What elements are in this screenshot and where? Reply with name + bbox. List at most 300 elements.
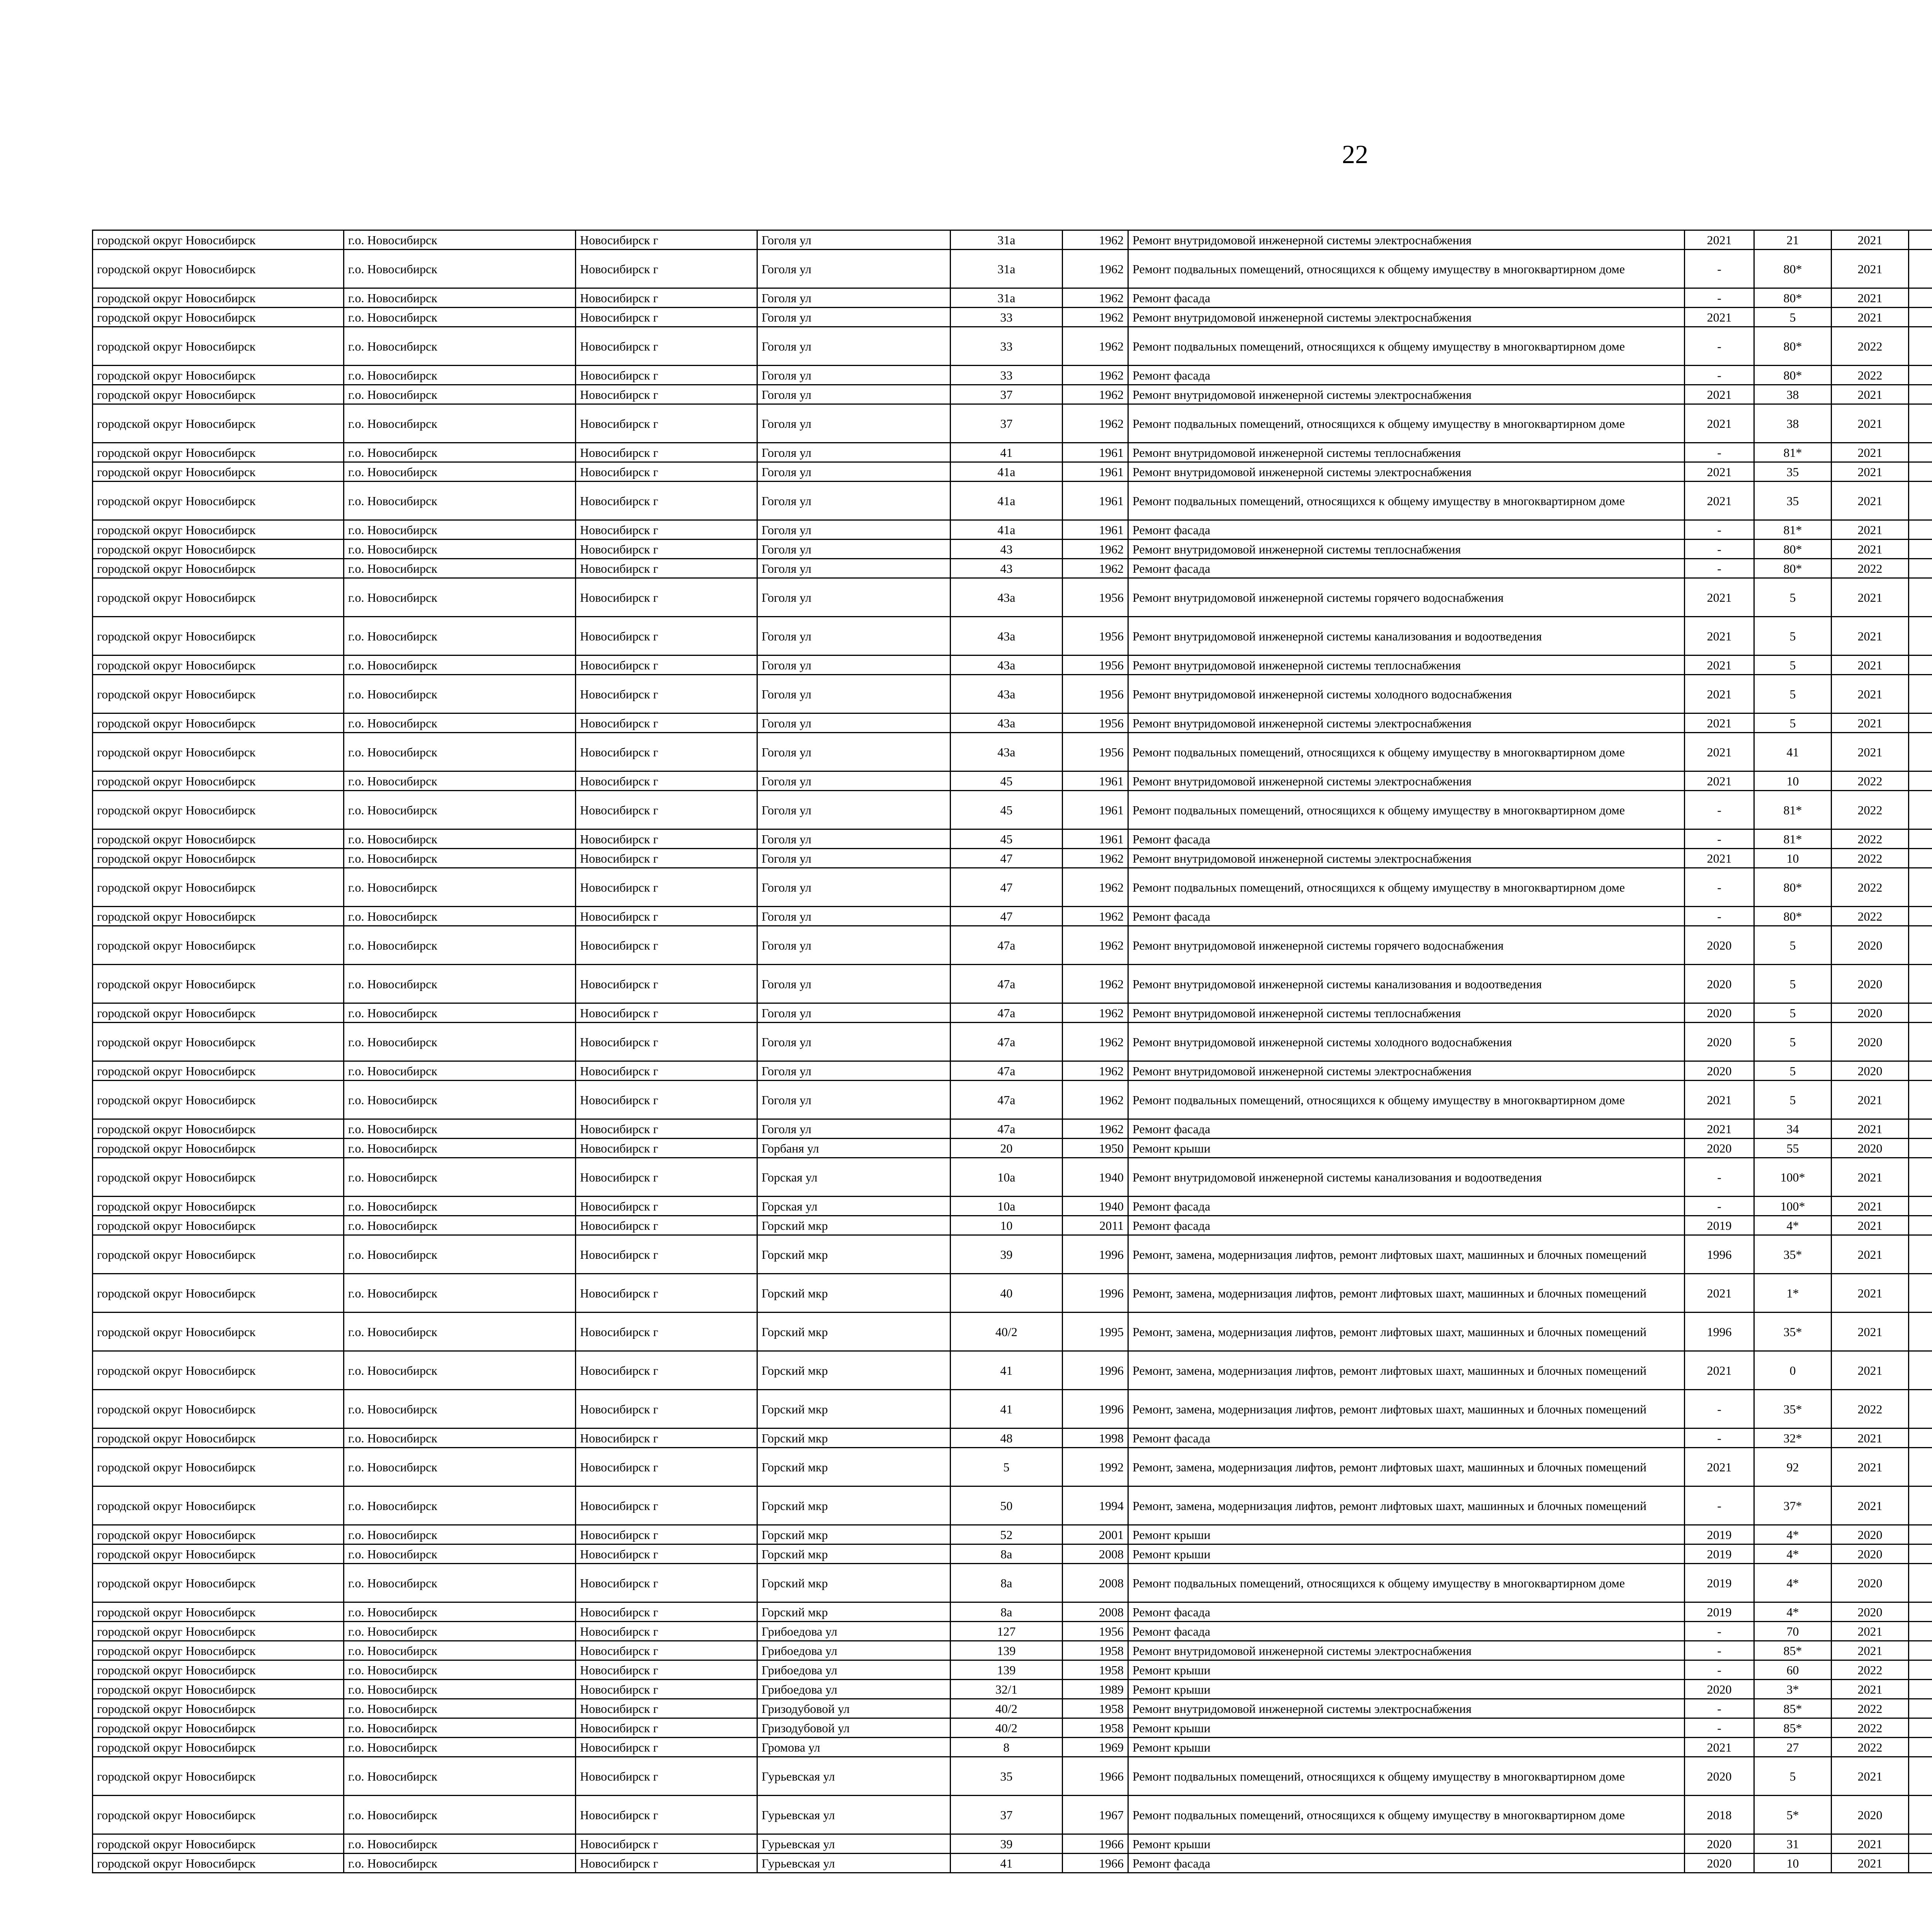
locality-cell: Новосибирск г <box>576 907 757 926</box>
house-number-cell: 43 <box>951 559 1063 578</box>
municipality-cell: городской округ Новосибирск <box>93 771 344 791</box>
settlement-cell: г.о. Новосибирск <box>344 404 576 443</box>
street-cell: Горский мкр <box>757 1351 951 1390</box>
municipality-cell: городской округ Новосибирск <box>93 1622 344 1641</box>
work-type-cell: Ремонт внутридомовой инженерной системы электроснабжения <box>1128 849 1685 868</box>
municipality-cell: городской округ Новосибирск <box>93 1139 344 1158</box>
plan-end-year-cell <box>1909 675 1932 713</box>
last-repair-year-cell: 2019 <box>1685 1216 1754 1235</box>
settlement-cell: г.о. Новосибирск <box>344 1139 576 1158</box>
street-cell: Горский мкр <box>757 1525 951 1544</box>
street-cell: Гоголя ул <box>757 404 951 443</box>
locality-cell: Новосибирск г <box>576 1448 757 1486</box>
street-cell: Гоголя ул <box>757 462 951 482</box>
locality-cell: Новосибирск г <box>576 675 757 713</box>
table-row <box>93 250 1932 288</box>
street-cell: Гоголя ул <box>757 559 951 578</box>
last-repair-year-cell: 2020 <box>1685 1680 1754 1699</box>
house-number-cell: 50 <box>951 1486 1063 1525</box>
house-number-cell: 32/1 <box>951 1680 1063 1699</box>
plan-start-year-cell: 2022 <box>1832 849 1909 868</box>
plan-start-year-cell: 2022 <box>1832 771 1909 791</box>
locality-cell: Новосибирск г <box>576 366 757 385</box>
plan-end-year-cell <box>1909 1081 1932 1119</box>
street-cell: Горская ул <box>757 1197 951 1216</box>
plan-start-year-cell: 2021 <box>1832 1235 1909 1274</box>
plan-end-year-cell <box>1909 1216 1932 1235</box>
plan-end-year-cell <box>1909 1699 1932 1718</box>
wear-percent-cell: 81* <box>1754 791 1832 829</box>
last-repair-year-cell: 2021 <box>1685 675 1754 713</box>
plan-end-year-cell <box>1909 1680 1932 1699</box>
last-repair-year-cell: 2021 <box>1685 617 1754 655</box>
table-row <box>93 1061 1932 1081</box>
last-repair-year-cell: - <box>1685 1660 1754 1680</box>
street-cell: Горский мкр <box>757 1313 951 1351</box>
street-cell: Гоголя ул <box>757 868 951 907</box>
street-cell: Горский мкр <box>757 1602 951 1622</box>
settlement-cell: г.о. Новосибирск <box>344 1564 576 1602</box>
plan-end-year-cell <box>1909 1003 1932 1023</box>
house-number-cell: 41 <box>951 1390 1063 1428</box>
last-repair-year-cell: 2021 <box>1685 1081 1754 1119</box>
work-type-cell: Ремонт внутридомовой инженерной системы электроснабжения <box>1128 462 1685 482</box>
table-row <box>93 1274 1932 1313</box>
build-year-cell: 1967 <box>1063 1796 1128 1834</box>
house-number-cell: 47а <box>951 1061 1063 1081</box>
build-year-cell: 1961 <box>1063 771 1128 791</box>
work-type-cell: Ремонт внутридомовой инженерной системы электроснабжения <box>1128 308 1685 327</box>
wear-percent-cell: 85* <box>1754 1641 1832 1660</box>
plan-end-year-cell <box>1909 1660 1932 1680</box>
work-type-cell: Ремонт крыши <box>1128 1718 1685 1738</box>
build-year-cell: 1956 <box>1063 1622 1128 1641</box>
settlement-cell: г.о. Новосибирск <box>344 288 576 308</box>
build-year-cell: 1958 <box>1063 1660 1128 1680</box>
build-year-cell: 1966 <box>1063 1757 1128 1796</box>
build-year-cell: 1962 <box>1063 868 1128 907</box>
wear-percent-cell: 5 <box>1754 713 1832 733</box>
wear-percent-cell: 4* <box>1754 1564 1832 1602</box>
plan-start-year-cell: 2020 <box>1832 1139 1909 1158</box>
locality-cell: Новосибирск г <box>576 308 757 327</box>
street-cell: Гоголя ул <box>757 520 951 540</box>
plan-end-year-cell <box>1909 308 1932 327</box>
wear-percent-cell: 80* <box>1754 366 1832 385</box>
build-year-cell: 1966 <box>1063 1834 1128 1854</box>
wear-percent-cell: 80* <box>1754 907 1832 926</box>
house-number-cell: 41 <box>951 1854 1063 1873</box>
house-number-cell: 41а <box>951 482 1063 520</box>
settlement-cell: г.о. Новосибирск <box>344 1390 576 1428</box>
table-row <box>93 1525 1932 1544</box>
capital-repair-table <box>92 230 1932 1873</box>
table-row <box>93 1448 1932 1486</box>
settlement-cell: г.о. Новосибирск <box>344 1003 576 1023</box>
house-number-cell: 48 <box>951 1428 1063 1448</box>
street-cell: Горский мкр <box>757 1235 951 1274</box>
wear-percent-cell: 5 <box>1754 1061 1832 1081</box>
table-row <box>93 540 1932 559</box>
plan-start-year-cell: 2022 <box>1832 868 1909 907</box>
build-year-cell: 1962 <box>1063 1023 1128 1061</box>
work-type-cell: Ремонт, замена, модернизация лифтов, ремонт лифтовых шахт, машинных и блочных помещений <box>1128 1390 1685 1428</box>
wear-percent-cell: 35 <box>1754 462 1832 482</box>
plan-start-year-cell: 2021 <box>1832 385 1909 404</box>
house-number-cell: 5 <box>951 1448 1063 1486</box>
wear-percent-cell: 5 <box>1754 1023 1832 1061</box>
plan-start-year-cell: 2022 <box>1832 1390 1909 1428</box>
build-year-cell: 2008 <box>1063 1544 1128 1564</box>
wear-percent-cell: 21 <box>1754 230 1832 250</box>
build-year-cell: 1962 <box>1063 366 1128 385</box>
settlement-cell: г.о. Новосибирск <box>344 1544 576 1564</box>
plan-start-year-cell: 2021 <box>1832 520 1909 540</box>
table-row <box>93 926 1932 965</box>
table-row <box>93 404 1932 443</box>
plan-start-year-cell: 2021 <box>1832 1641 1909 1660</box>
house-number-cell: 31а <box>951 250 1063 288</box>
settlement-cell: г.о. Новосибирск <box>344 868 576 907</box>
locality-cell: Новосибирск г <box>576 1023 757 1061</box>
build-year-cell: 1962 <box>1063 230 1128 250</box>
last-repair-year-cell: - <box>1685 443 1754 462</box>
table-row <box>93 1119 1932 1139</box>
wear-percent-cell: 0 <box>1754 1351 1832 1390</box>
wear-percent-cell: 35* <box>1754 1235 1832 1274</box>
municipality-cell: городской округ Новосибирск <box>93 868 344 907</box>
settlement-cell: г.о. Новосибирск <box>344 366 576 385</box>
street-cell: Гоголя ул <box>757 1081 951 1119</box>
settlement-cell: г.о. Новосибирск <box>344 327 576 366</box>
build-year-cell: 1958 <box>1063 1718 1128 1738</box>
settlement-cell: г.о. Новосибирск <box>344 1641 576 1660</box>
plan-start-year-cell: 2020 <box>1832 1564 1909 1602</box>
work-type-cell: Ремонт, замена, модернизация лифтов, ремонт лифтовых шахт, машинных и блочных помещений <box>1128 1313 1685 1351</box>
street-cell: Горский мкр <box>757 1564 951 1602</box>
work-type-cell: Ремонт подвальных помещений, относящихся к общему имуществу в многоквартирном доме <box>1128 1796 1685 1834</box>
wear-percent-cell: 80* <box>1754 288 1832 308</box>
street-cell: Гоголя ул <box>757 965 951 1003</box>
table-row <box>93 559 1932 578</box>
work-type-cell: Ремонт внутридомовой инженерной системы горячего водоснабжения <box>1128 926 1685 965</box>
build-year-cell: 1956 <box>1063 578 1128 617</box>
house-number-cell: 45 <box>951 829 1063 849</box>
street-cell: Гризодубовой ул <box>757 1699 951 1718</box>
last-repair-year-cell: - <box>1685 791 1754 829</box>
settlement-cell: г.о. Новосибирск <box>344 1796 576 1834</box>
table-row <box>93 1641 1932 1660</box>
locality-cell: Новосибирск г <box>576 404 757 443</box>
plan-start-year-cell: 2021 <box>1832 713 1909 733</box>
house-number-cell: 33 <box>951 327 1063 366</box>
street-cell: Гоголя ул <box>757 578 951 617</box>
municipality-cell: городской округ Новосибирск <box>93 713 344 733</box>
house-number-cell: 139 <box>951 1641 1063 1660</box>
plan-end-year-cell <box>1909 1235 1932 1274</box>
build-year-cell: 2001 <box>1063 1525 1128 1544</box>
street-cell: Гризодубовой ул <box>757 1718 951 1738</box>
last-repair-year-cell: - <box>1685 1718 1754 1738</box>
settlement-cell: г.о. Новосибирск <box>344 230 576 250</box>
locality-cell: Новосибирск г <box>576 540 757 559</box>
street-cell: Гурьевская ул <box>757 1854 951 1873</box>
last-repair-year-cell: - <box>1685 907 1754 926</box>
municipality-cell: городской округ Новосибирск <box>93 1757 344 1796</box>
work-type-cell: Ремонт подвальных помещений, относящихся к общему имуществу в многоквартирном доме <box>1128 868 1685 907</box>
plan-end-year-cell <box>1909 1119 1932 1139</box>
house-number-cell: 43а <box>951 578 1063 617</box>
street-cell: Горский мкр <box>757 1274 951 1313</box>
municipality-cell: городской округ Новосибирск <box>93 327 344 366</box>
wear-percent-cell: 5 <box>1754 655 1832 675</box>
wear-percent-cell: 81* <box>1754 520 1832 540</box>
house-number-cell: 10 <box>951 1216 1063 1235</box>
locality-cell: Новосибирск г <box>576 520 757 540</box>
plan-end-year-cell <box>1909 926 1932 965</box>
street-cell: Гоголя ул <box>757 308 951 327</box>
table-row <box>93 443 1932 462</box>
wear-percent-cell: 85* <box>1754 1699 1832 1718</box>
build-year-cell: 1996 <box>1063 1274 1128 1313</box>
work-type-cell: Ремонт, замена, модернизация лифтов, ремонт лифтовых шахт, машинных и блочных помещений <box>1128 1235 1685 1274</box>
locality-cell: Новосибирск г <box>576 1699 757 1718</box>
table-row <box>93 1738 1932 1757</box>
locality-cell: Новосибирск г <box>576 443 757 462</box>
settlement-cell: г.о. Новосибирск <box>344 1119 576 1139</box>
settlement-cell: г.о. Новосибирск <box>344 540 576 559</box>
plan-start-year-cell: 2021 <box>1832 443 1909 462</box>
locality-cell: Новосибирск г <box>576 1564 757 1602</box>
last-repair-year-cell: 2021 <box>1685 655 1754 675</box>
municipality-cell: городской округ Новосибирск <box>93 733 344 771</box>
plan-start-year-cell: 2022 <box>1832 1738 1909 1757</box>
plan-start-year-cell: 2021 <box>1832 1680 1909 1699</box>
work-type-cell: Ремонт, замена, модернизация лифтов, ремонт лифтовых шахт, машинных и блочных помещений <box>1128 1351 1685 1390</box>
locality-cell: Новосибирск г <box>576 1351 757 1390</box>
municipality-cell: городской округ Новосибирск <box>93 1602 344 1622</box>
house-number-cell: 43а <box>951 617 1063 655</box>
last-repair-year-cell: 2021 <box>1685 771 1754 791</box>
wear-percent-cell: 5 <box>1754 675 1832 713</box>
table-row <box>93 1680 1932 1699</box>
settlement-cell: г.о. Новосибирск <box>344 849 576 868</box>
house-number-cell: 31а <box>951 230 1063 250</box>
plan-end-year-cell <box>1909 1854 1932 1873</box>
plan-start-year-cell: 2022 <box>1832 829 1909 849</box>
plan-end-year-cell <box>1909 733 1932 771</box>
plan-end-year-cell <box>1909 462 1932 482</box>
work-type-cell: Ремонт внутридомовой инженерной системы холодного водоснабжения <box>1128 675 1685 713</box>
settlement-cell: г.о. Новосибирск <box>344 308 576 327</box>
last-repair-year-cell: 2020 <box>1685 926 1754 965</box>
wear-percent-cell: 81* <box>1754 443 1832 462</box>
build-year-cell: 1962 <box>1063 250 1128 288</box>
build-year-cell: 1962 <box>1063 1119 1128 1139</box>
wear-percent-cell: 80* <box>1754 559 1832 578</box>
plan-end-year-cell <box>1909 1796 1932 1834</box>
build-year-cell: 1962 <box>1063 288 1128 308</box>
street-cell: Гоголя ул <box>757 675 951 713</box>
plan-start-year-cell: 2021 <box>1832 1216 1909 1235</box>
table-row <box>93 849 1932 868</box>
street-cell: Гоголя ул <box>757 327 951 366</box>
plan-start-year-cell: 2021 <box>1832 1622 1909 1641</box>
street-cell: Горский мкр <box>757 1390 951 1428</box>
work-type-cell: Ремонт крыши <box>1128 1834 1685 1854</box>
table-row <box>93 771 1932 791</box>
municipality-cell: городской округ Новосибирск <box>93 482 344 520</box>
table-row <box>93 829 1932 849</box>
settlement-cell: г.о. Новосибирск <box>344 1428 576 1448</box>
last-repair-year-cell: 2020 <box>1685 1854 1754 1873</box>
plan-end-year-cell <box>1909 1718 1932 1738</box>
house-number-cell: 41а <box>951 462 1063 482</box>
table-row <box>93 1158 1932 1197</box>
wear-percent-cell: 5 <box>1754 578 1832 617</box>
settlement-cell: г.о. Новосибирск <box>344 482 576 520</box>
settlement-cell: г.о. Новосибирск <box>344 617 576 655</box>
work-type-cell: Ремонт подвальных помещений, относящихся к общему имуществу в многоквартирном доме <box>1128 404 1685 443</box>
build-year-cell: 1996 <box>1063 1390 1128 1428</box>
table-row <box>93 791 1932 829</box>
settlement-cell: г.о. Новосибирск <box>344 559 576 578</box>
plan-start-year-cell: 2020 <box>1832 1061 1909 1081</box>
street-cell: Гоголя ул <box>757 540 951 559</box>
settlement-cell: г.о. Новосибирск <box>344 1486 576 1525</box>
street-cell: Грибоедова ул <box>757 1641 951 1660</box>
municipality-cell: городской округ Новосибирск <box>93 1525 344 1544</box>
wear-percent-cell: 32* <box>1754 1428 1832 1448</box>
street-cell: Гоголя ул <box>757 385 951 404</box>
wear-percent-cell: 3* <box>1754 1680 1832 1699</box>
plan-start-year-cell: 2022 <box>1832 327 1909 366</box>
wear-percent-cell: 80* <box>1754 250 1832 288</box>
last-repair-year-cell: 2020 <box>1685 1003 1754 1023</box>
table-row <box>93 1699 1932 1718</box>
work-type-cell: Ремонт внутридомовой инженерной системы электроснабжения <box>1128 771 1685 791</box>
municipality-cell: городской округ Новосибирск <box>93 559 344 578</box>
last-repair-year-cell: 2020 <box>1685 1834 1754 1854</box>
last-repair-year-cell: - <box>1685 1197 1754 1216</box>
locality-cell: Новосибирск г <box>576 288 757 308</box>
work-type-cell: Ремонт внутридомовой инженерной системы электроснабжения <box>1128 1641 1685 1660</box>
build-year-cell: 1958 <box>1063 1641 1128 1660</box>
build-year-cell: 1989 <box>1063 1680 1128 1699</box>
table-row <box>93 1023 1932 1061</box>
house-number-cell: 43а <box>951 733 1063 771</box>
build-year-cell: 1940 <box>1063 1197 1128 1216</box>
street-cell: Гоголя ул <box>757 1119 951 1139</box>
work-type-cell: Ремонт подвальных помещений, относящихся к общему имуществу в многоквартирном доме <box>1128 791 1685 829</box>
plan-end-year-cell <box>1909 540 1932 559</box>
work-type-cell: Ремонт подвальных помещений, относящихся к общему имуществу в многоквартирном доме <box>1128 482 1685 520</box>
house-number-cell: 47а <box>951 926 1063 965</box>
build-year-cell: 1940 <box>1063 1158 1128 1197</box>
wear-percent-cell: 5 <box>1754 1081 1832 1119</box>
last-repair-year-cell: 2020 <box>1685 965 1754 1003</box>
municipality-cell: городской округ Новосибирск <box>93 1834 344 1854</box>
plan-start-year-cell: 2020 <box>1832 1544 1909 1564</box>
street-cell: Гоголя ул <box>757 230 951 250</box>
plan-start-year-cell: 2022 <box>1832 907 1909 926</box>
house-number-cell: 8 <box>951 1738 1063 1757</box>
plan-end-year-cell <box>1909 520 1932 540</box>
build-year-cell: 1966 <box>1063 1854 1128 1873</box>
work-type-cell: Ремонт фасада <box>1128 1216 1685 1235</box>
street-cell: Горский мкр <box>757 1448 951 1486</box>
street-cell: Грибоедова ул <box>757 1680 951 1699</box>
plan-end-year-cell <box>1909 1834 1932 1854</box>
plan-start-year-cell: 2021 <box>1832 1119 1909 1139</box>
locality-cell: Новосибирск г <box>576 868 757 907</box>
wear-percent-cell: 31 <box>1754 1834 1832 1854</box>
build-year-cell: 1962 <box>1063 385 1128 404</box>
municipality-cell: городской округ Новосибирск <box>93 1061 344 1081</box>
house-number-cell: 41а <box>951 520 1063 540</box>
last-repair-year-cell: - <box>1685 327 1754 366</box>
work-type-cell: Ремонт фасада <box>1128 907 1685 926</box>
municipality-cell: городской округ Новосибирск <box>93 1023 344 1061</box>
municipality-cell: городской округ Новосибирск <box>93 1003 344 1023</box>
build-year-cell: 1962 <box>1063 1003 1128 1023</box>
locality-cell: Новосибирск г <box>576 559 757 578</box>
municipality-cell: городской округ Новосибирск <box>93 1564 344 1602</box>
table-row <box>93 1718 1932 1738</box>
municipality-cell: городской округ Новосибирск <box>93 1081 344 1119</box>
municipality-cell: городской округ Новосибирск <box>93 578 344 617</box>
table-row <box>93 462 1932 482</box>
plan-end-year-cell <box>1909 791 1932 829</box>
last-repair-year-cell: - <box>1685 520 1754 540</box>
plan-end-year-cell <box>1909 655 1932 675</box>
work-type-cell: Ремонт внутридомовой инженерной системы теплоснабжения <box>1128 443 1685 462</box>
work-type-cell: Ремонт внутридомовой инженерной системы теплоснабжения <box>1128 1003 1685 1023</box>
locality-cell: Новосибирск г <box>576 1544 757 1564</box>
work-type-cell: Ремонт внутридомовой инженерной системы теплоснабжения <box>1128 540 1685 559</box>
build-year-cell: 1995 <box>1063 1313 1128 1351</box>
settlement-cell: г.о. Новосибирск <box>344 1622 576 1641</box>
plan-end-year-cell <box>1909 1023 1932 1061</box>
house-number-cell: 45 <box>951 771 1063 791</box>
wear-percent-cell: 4* <box>1754 1602 1832 1622</box>
build-year-cell: 1962 <box>1063 559 1128 578</box>
municipality-cell: городской округ Новосибирск <box>93 1448 344 1486</box>
table-row <box>93 308 1932 327</box>
municipality-cell: городской округ Новосибирск <box>93 1680 344 1699</box>
locality-cell: Новосибирск г <box>576 1428 757 1448</box>
settlement-cell: г.о. Новосибирск <box>344 1660 576 1680</box>
house-number-cell: 127 <box>951 1622 1063 1641</box>
table-row <box>93 520 1932 540</box>
locality-cell: Новосибирск г <box>576 713 757 733</box>
municipality-cell: городской округ Новосибирск <box>93 829 344 849</box>
locality-cell: Новосибирск г <box>576 1602 757 1622</box>
work-type-cell: Ремонт фасада <box>1128 1622 1685 1641</box>
work-type-cell: Ремонт внутридомовой инженерной системы электроснабжения <box>1128 1699 1685 1718</box>
locality-cell: Новосибирск г <box>576 1718 757 1738</box>
house-number-cell: 31а <box>951 288 1063 308</box>
last-repair-year-cell: 2021 <box>1685 404 1754 443</box>
house-number-cell: 8а <box>951 1564 1063 1602</box>
municipality-cell: городской округ Новосибирск <box>93 791 344 829</box>
municipality-cell: городской округ Новосибирск <box>93 1738 344 1757</box>
settlement-cell: г.о. Новосибирск <box>344 655 576 675</box>
house-number-cell: 37 <box>951 1796 1063 1834</box>
plan-end-year-cell <box>1909 868 1932 907</box>
plan-end-year-cell <box>1909 1525 1932 1544</box>
wear-percent-cell: 1* <box>1754 1274 1832 1313</box>
